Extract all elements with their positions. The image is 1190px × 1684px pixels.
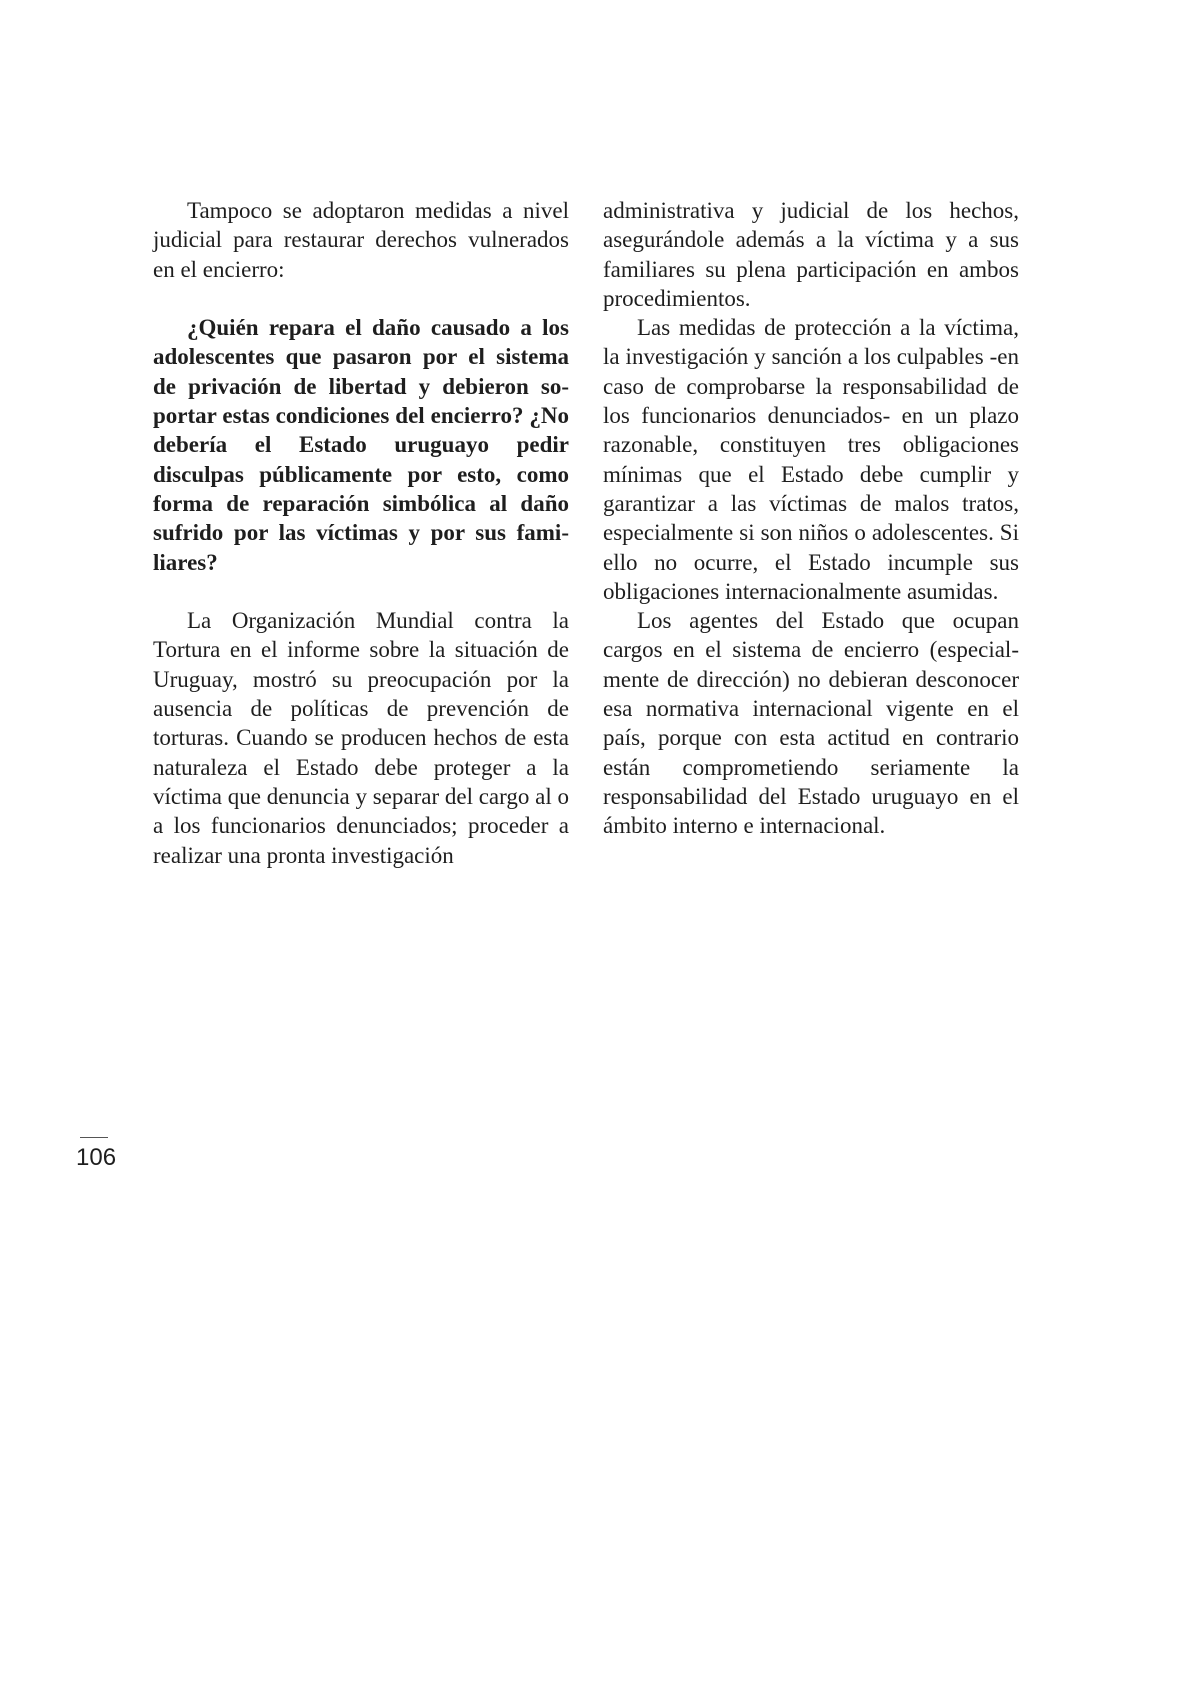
- paragraph-protection-measures: Las medidas de protección a la víctima, la investigación y sanción a los culpables -en caso de comprobarse la responsabilidad de los funcionarios denunciados- en un plazo razonable, constituyen tres obligaciones mínimas que el Estado debe cumplir y garantizar a las víctimas de malos tratos, especialmente si son niños o adolescentes. Si ello no ocurre, el Estado incumple sus obligaciones internacionalmente asumidas.: [603, 315, 1019, 604]
- page-number: 106: [76, 1144, 117, 1171]
- paragraph-state-agents: Los agentes del Estado que ocupan cargos en el sistema de encierro (especialmente de dirección) no debieran desconocer esa normativa internacional vigente en el país, porque con esta actitud en contrario están comprometiendo seriamente la responsabilidad del Estado uruguayo en el ámbito interno e internacional.: [603, 608, 1019, 839]
- right-column: [603, 196, 1019, 841]
- bold-question: ¿Quién repara el daño causado a los adolescentes que pasaron por el sistema de privación de libertad y debieron soportar estas condiciones del encierro? ¿No debería el Estado uruguayo pedir disculpas públicamente por esto, como forma de reparación simbólica al daño sufrido por las víctimas y por sus familiares?: [153, 315, 569, 575]
- page-number-rule: [80, 1137, 108, 1138]
- paragraph-continuation: administrativa y judicial de los hechos, asegurándole además a la víctima y a sus familiares su plena participación en ambos procedimientos.: [603, 198, 1019, 311]
- paragraph-omct: La Organización Mundial contra la Tortura en el informe sobre la situación de Uruguay, mostró su preocupación por la ausencia de políticas de prevención de torturas. Cuando se producen hechos de esta naturaleza el Estado debe proteger a la víctima que denuncia y separar del cargo al o a los funcionarios denunciados; proceder a realizar una pronta investigación: [153, 608, 569, 868]
- paragraph-intro: Tampoco se adoptaron medidas a nivel judicial para restaurar derechos vulnerados en el encierro:: [153, 198, 569, 282]
- left-column: [153, 196, 569, 870]
